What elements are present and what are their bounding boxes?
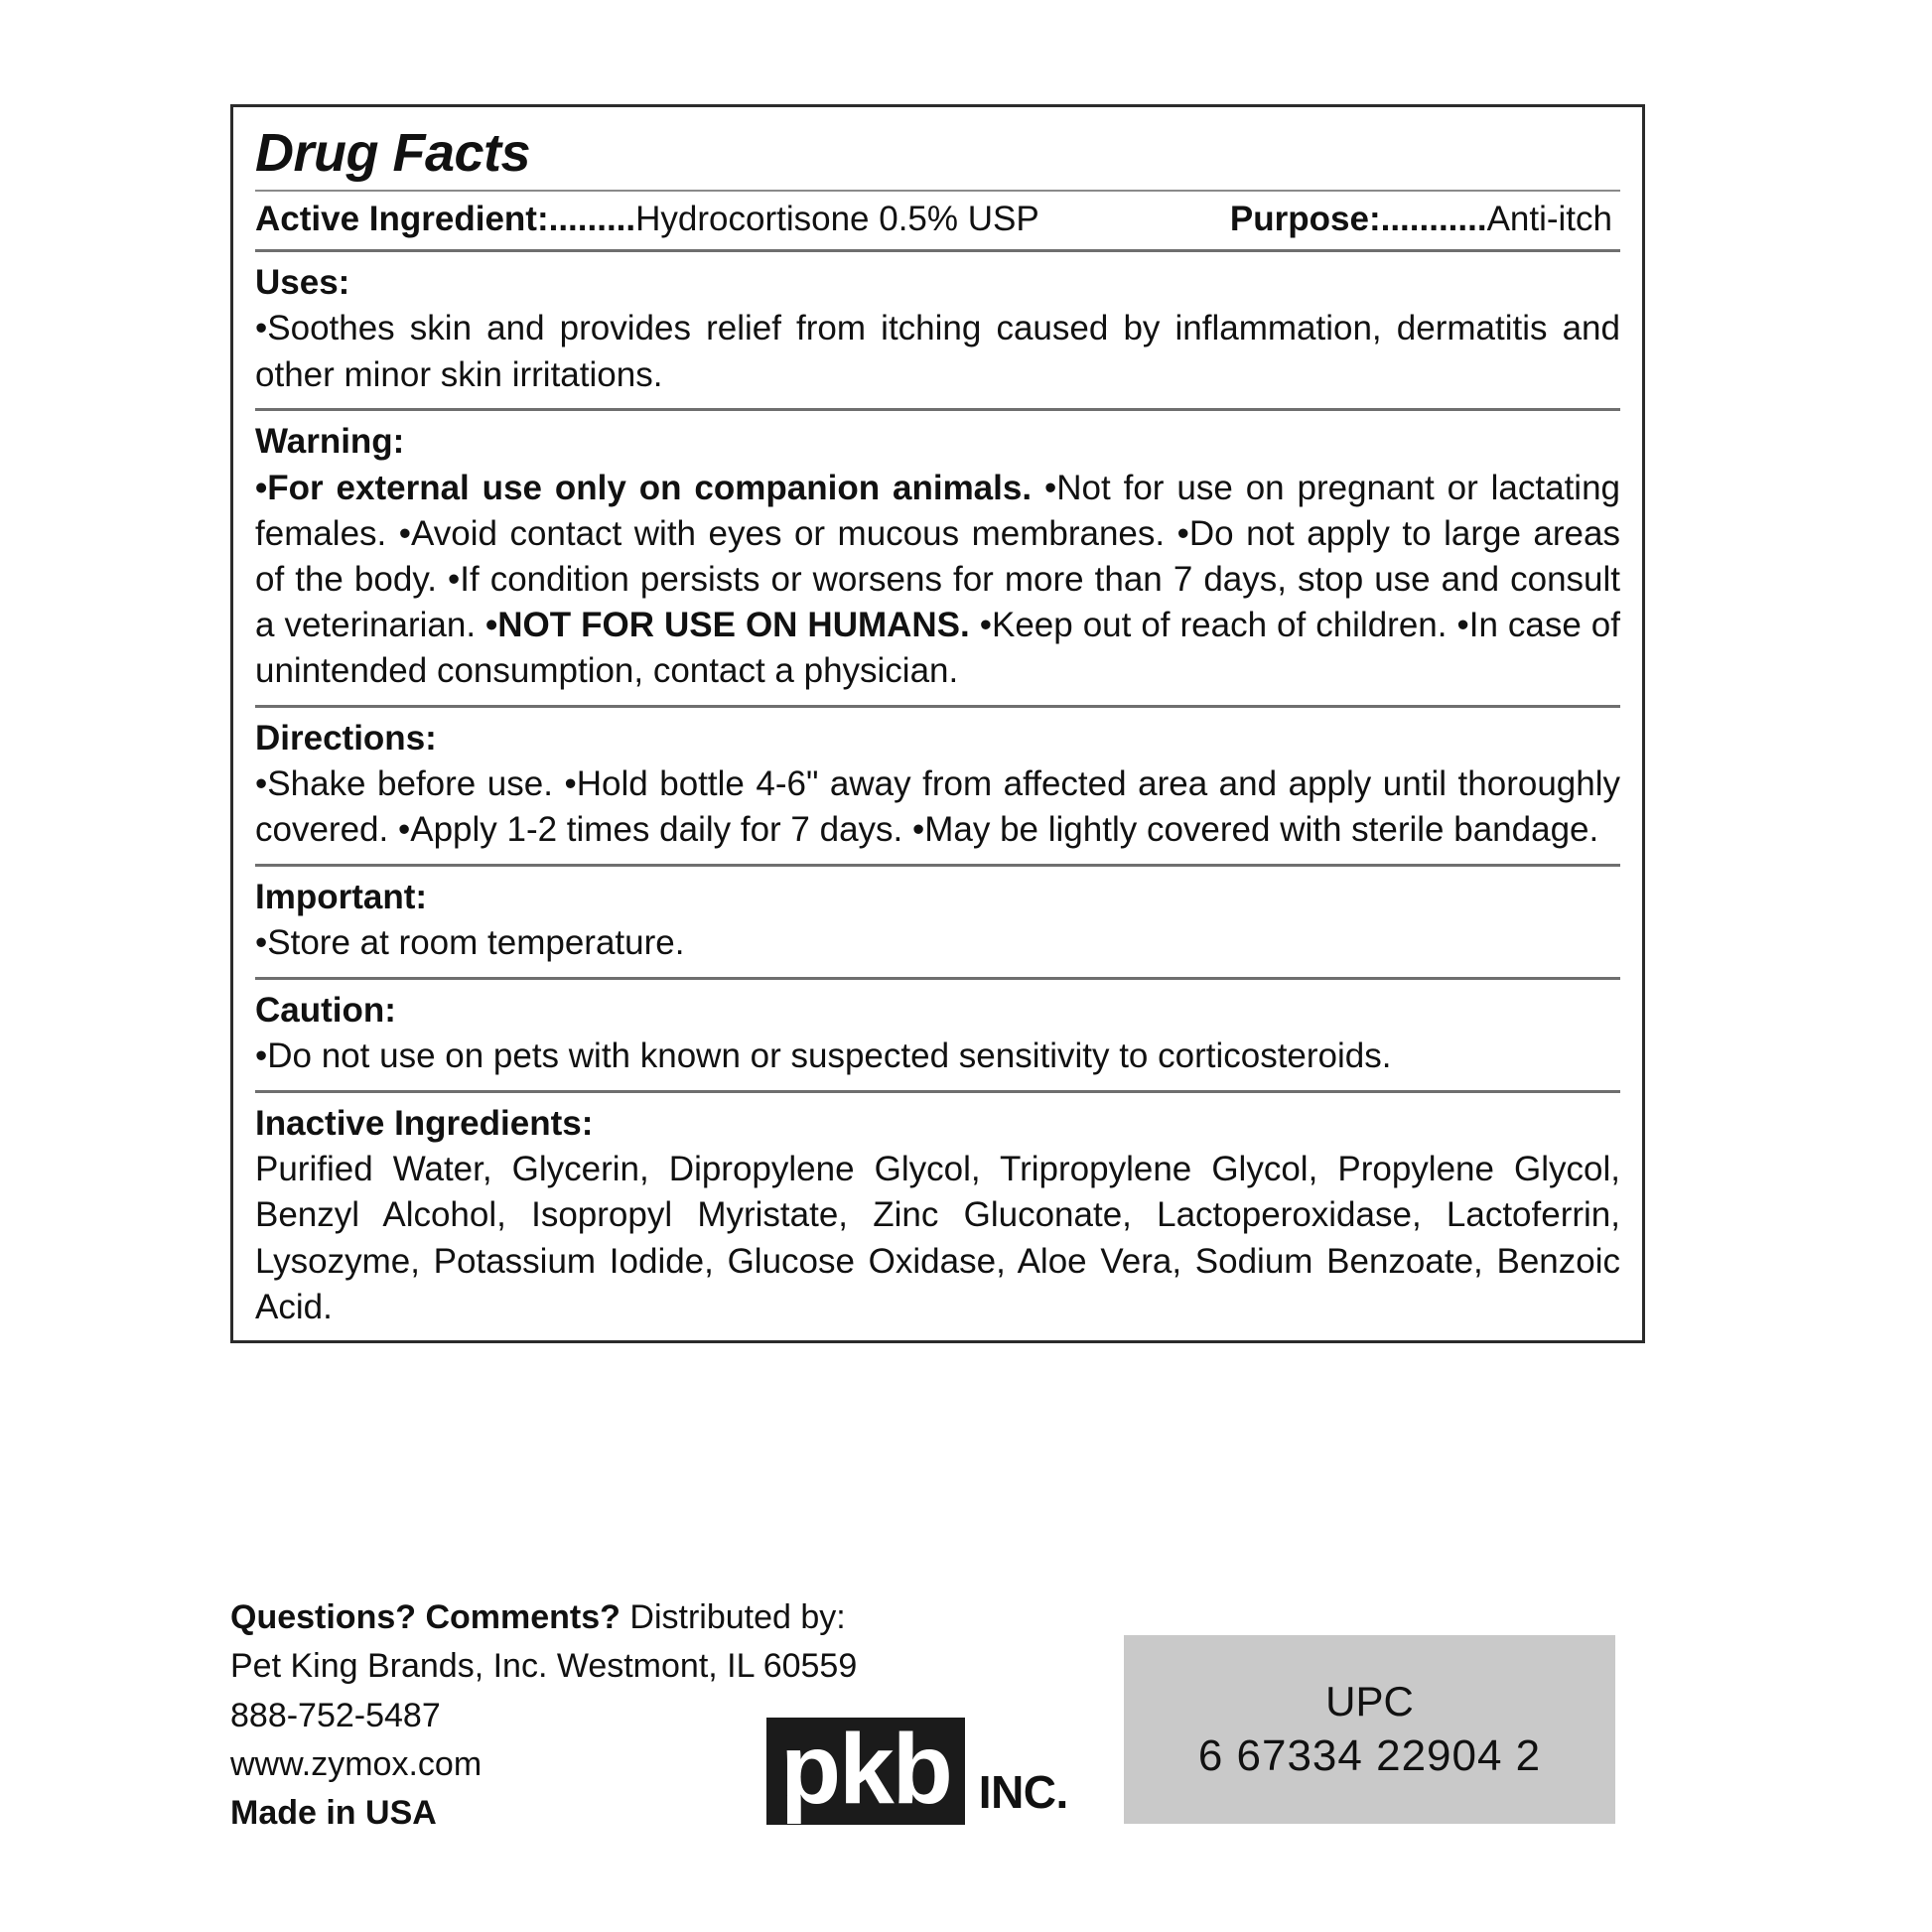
active-ingredient-value: Hydrocortisone 0.5% USP	[635, 199, 1039, 238]
warning-text-2: •Keep out of reach of children. •In case of unintended consumption, contact a physician.	[255, 606, 1620, 691]
section-body: •Soothes skin and provides relief from itching caused by inflammation, dermatitis and other minor skin irritations.	[255, 309, 1620, 394]
section-body: Purified Water, Glycerin, Dipropylene Glycol, Tripropylene Glycol, Propylene Glycol, Benzyl Alcohol, Isopropyl Myristate, Zinc Gluconate, Lactoperoxidase, Lactoferrin, Lysozyme, Potassium Iodide, Glucose Oxidase, Aloe Vera, Sodium Benzoate, Benzoic Acid.	[255, 1150, 1620, 1326]
section-body	[255, 466, 1620, 695]
drug-facts-panel	[230, 104, 1645, 1343]
website-url[interactable]: www.zymox.com	[230, 1744, 483, 1783]
pkb-logo-suffix: INC.	[978, 1766, 1068, 1818]
contact-block	[230, 1593, 857, 1838]
section-heading: Warning:	[255, 421, 405, 461]
pkb-logo	[766, 1714, 1068, 1825]
section-uses	[255, 252, 1620, 408]
page-title: Drug Facts	[255, 123, 531, 183]
upc-label: UPC	[1325, 1678, 1414, 1725]
questions-line	[230, 1593, 857, 1642]
purpose-value: Anti-itch	[1486, 199, 1612, 238]
distributed-by-label: Distributed by:	[620, 1598, 846, 1636]
upc-barcode-block	[1124, 1635, 1615, 1824]
company-address: Pet King Brands, Inc. Westmont, IL 60559	[230, 1647, 858, 1686]
section-important	[255, 867, 1620, 977]
active-ingredient-label: Active Ingredient:.........	[255, 199, 636, 238]
section-heading: Inactive Ingredients:	[255, 1103, 594, 1143]
section-body: •Do not use on pets with known or suspected sensitivity to corticosteroids.	[255, 1036, 1392, 1076]
section-heading: Uses:	[255, 262, 350, 302]
section-heading: Important:	[255, 877, 428, 916]
purpose-label: Purpose:...........	[1229, 199, 1487, 238]
pkb-logo-text: pkb	[766, 1718, 965, 1825]
phone-number[interactable]: 888-752-5487	[230, 1696, 441, 1734]
active-ingredient-row	[255, 192, 1620, 249]
section-heading: Caution:	[255, 990, 396, 1030]
warning-text-1: •Not for use on pregnant or lactating females. •Avoid contact with eyes or mucous membranes. •Do not apply to large areas of the body. •If condition persists or worsens for more than 7 days, stop use and consult a veterinarian.	[255, 468, 1620, 645]
upc-digits: 6 67334 22904 2	[1197, 1731, 1542, 1780]
section-heading: Directions:	[255, 718, 437, 758]
warning-bold-external-use: •For external use only on companion animals.	[255, 468, 1033, 507]
questions-label: Questions? Comments?	[230, 1598, 621, 1636]
section-directions	[255, 708, 1620, 864]
section-inactive-ingredients	[255, 1093, 1620, 1341]
section-body: •Shake before use. •Hold bottle 4-6" away from affected area and apply until thoroughly covered. •Apply 1-2 times daily for 7 days. •May be lightly covered with sterile bandage.	[255, 764, 1620, 850]
made-in-usa: Made in USA	[230, 1794, 437, 1833]
section-caution	[255, 980, 1620, 1090]
section-body: •Store at room temperature.	[255, 923, 685, 963]
section-warning	[255, 411, 1620, 705]
warning-bold-not-for-humans: •NOT FOR USE ON HUMANS.	[485, 606, 970, 645]
footer	[230, 1593, 1645, 1891]
